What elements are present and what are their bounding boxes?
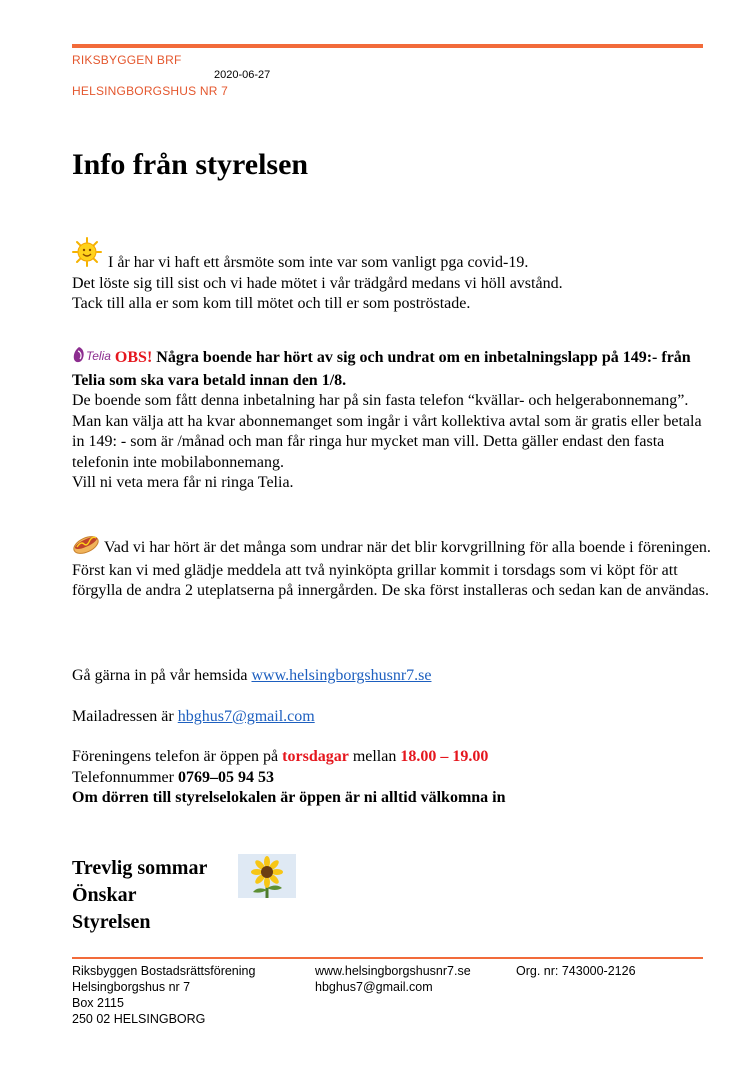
email-prefix: Mailadressen är bbox=[72, 708, 178, 725]
header-org: RIKSBYGGEN BRF bbox=[72, 53, 182, 67]
footer-line-4: 250 02 HELSINGBORG bbox=[72, 1012, 206, 1026]
door-note: Om dörren till styrelselokalen är öppen är ni alltid välkomna in bbox=[72, 789, 506, 806]
sunflower-icon bbox=[238, 854, 296, 898]
phone-section bbox=[72, 747, 712, 809]
website-link[interactable]: www.helsingborgshusnr7.se bbox=[251, 667, 432, 684]
footer-rule bbox=[72, 957, 703, 959]
phone-prefix: Föreningens telefon är öppen på bbox=[72, 748, 283, 765]
phone-hours: 18.00 – 19.00 bbox=[400, 748, 489, 765]
footer-website[interactable]: www.helsingborgshusnr7.se bbox=[315, 964, 471, 978]
telia-last-line: Vill ni veta mera får ni ringa Telia. bbox=[72, 474, 294, 491]
closing-line-2: Önskar bbox=[72, 884, 137, 906]
website-prefix: Gå gärna in på vår hemsida bbox=[72, 667, 252, 684]
phone-number-label: Telefonnummer bbox=[72, 768, 178, 786]
header-date: 2020-06-27 bbox=[214, 69, 271, 81]
section-grill bbox=[72, 532, 712, 602]
footer-org-nr: Org. nr: 743000-2126 bbox=[516, 964, 636, 978]
telia-logo-icon bbox=[72, 346, 86, 371]
header-rule bbox=[72, 44, 703, 48]
obs-label: OBS! bbox=[114, 349, 153, 366]
page-title: Info från styrelsen bbox=[72, 148, 309, 181]
footer-line-1: Riksbyggen Bostadsrättsförening bbox=[72, 964, 256, 978]
hotdog-icon bbox=[72, 532, 100, 561]
meeting-line-1: I år har vi haft ett årsmöte som inte var som vanligt pga covid-19. bbox=[108, 254, 529, 271]
meeting-line-2: Det löste sig till sist och vi hade mötet i vår trädgård medans vi höll avstånd. bbox=[72, 274, 563, 292]
telia-headline: Några boende har hört av sig och undrat om en inbetalningslapp på 149:- från Telia som ska vara betald innan den 1/8. bbox=[72, 349, 691, 389]
footer-line-2: Helsingborgshus nr 7 bbox=[72, 980, 191, 994]
closing-line-1: Trevlig sommar bbox=[72, 857, 208, 879]
footer-contact bbox=[315, 963, 471, 995]
section-annual-meeting bbox=[72, 237, 712, 315]
sun-icon bbox=[72, 237, 102, 274]
closing-line-3: Styrelsen bbox=[72, 911, 151, 933]
footer-line-3: Box 2115 bbox=[72, 996, 124, 1010]
phone-middle: mellan bbox=[348, 748, 401, 765]
website-line bbox=[72, 666, 712, 687]
footer-email[interactable]: hbghus7@gmail.com bbox=[315, 980, 433, 994]
header-house: HELSINGBORGSHUS NR 7 bbox=[72, 84, 229, 98]
section-telia bbox=[72, 346, 712, 494]
grill-line-1: Vad vi har hört är det många som undrar när det blir korvgrillning för alla boende i föreningen. bbox=[104, 539, 711, 556]
meeting-line-3: Tack till alla er som kom till mötet och till er som poströstade. bbox=[72, 295, 471, 312]
footer-address bbox=[72, 963, 255, 1027]
email-line bbox=[72, 707, 712, 728]
telia-body: De boende som fått denna inbetalning har på sin fasta telefon “kvällar- och helgerabonnemang”. Man kan välja att ha kvar abonnemanget som ingår i vårt kollektiva avtal som är gratis eller betala in 149: - som är /månad och man får ringa hur mycket man vill. Detta gäller endast den fasta telefonin inte mobilabonnemang. bbox=[72, 392, 702, 471]
closing-block bbox=[72, 855, 207, 936]
phone-day: torsdagar bbox=[282, 748, 349, 765]
phone-number: 0769–05 94 53 bbox=[177, 768, 274, 786]
email-link[interactable]: hbghus7@gmail.com bbox=[177, 708, 315, 725]
telia-logo-text: Telia bbox=[86, 349, 111, 363]
grill-line-2: Först kan vi med glädje meddela att två nyinköpta grillar kommit i torsdags som vi köpt för att förgylla de andra 2 uteplatserna på innergården. De ska först installeras och sedan kan de användas. bbox=[72, 561, 709, 599]
